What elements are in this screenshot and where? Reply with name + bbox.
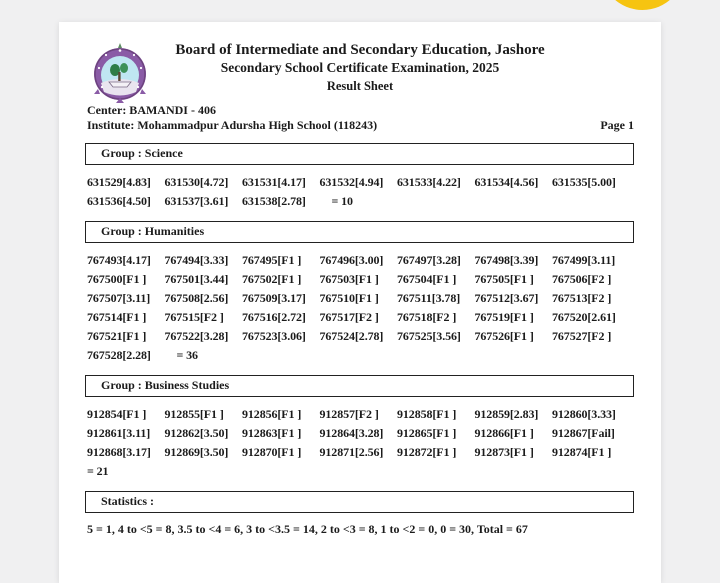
result-cell: 912866[F1 ] [474,426,534,440]
result-cell: 912857[F2 ] [319,407,379,421]
group-results [87,251,634,365]
result-row [87,173,634,192]
statistics-header: Statistics : [85,491,634,513]
result-row [87,270,634,289]
result-row [87,443,634,462]
result-row [87,346,634,365]
result-sheet-page [59,22,661,583]
result-cell: 631537[3.61] [164,194,229,208]
board-emblem-icon [91,42,149,104]
result-cell: 767517[F2 ] [319,310,379,324]
result-cell: 912870[F1 ] [242,445,302,459]
result-cell: 767524[2.78] [319,329,384,343]
result-cell: 767525[3.56] [397,329,461,343]
result-cell: 767494[3.33] [164,253,229,267]
group-results [87,405,634,481]
result-cell: 912859[2.83] [474,407,539,421]
group-section [59,221,661,365]
result-cell: 767527[F2 ] [552,329,612,343]
result-cell: 767515[F2 ] [164,310,224,324]
result-cell: 912873[F1 ] [474,445,534,459]
result-cell: 767526[F1 ] [474,329,534,343]
result-cell: 767503[F1 ] [319,272,379,286]
result-cell: 767502[F1 ] [242,272,302,286]
group-count: = 10 [331,194,353,208]
result-row [87,405,634,424]
result-cell: 912854[F1 ] [87,407,147,421]
result-cell: 912869[3.50] [164,445,229,459]
result-row [87,251,634,270]
result-cell: 912861[3.11] [87,426,151,440]
page-number: Page 1 [600,118,634,132]
result-cell: 631529[4.83] [87,175,151,189]
result-cell: 767506[F2 ] [552,272,612,286]
result-cell: 767495[F1 ] [242,253,302,267]
group-count: = 36 [176,348,198,362]
statistics-line: 5 = 1, 4 to <5 = 8, 3.5 to <4 = 6, 3 to <3.5 = 14, 2 to <3 = 8, 1 to <2 = 0, 0 = 30, Total = 67 [87,522,528,536]
group-count: = 21 [87,464,109,478]
group-section [59,375,661,481]
result-cell: 631534[4.56] [474,175,539,189]
result-cell: 767513[F2 ] [552,291,612,305]
result-row [87,462,634,481]
result-cell: 631533[4.22] [397,175,461,189]
result-cell: 767518[F2 ] [397,310,457,324]
result-cell: 631530[4.72] [164,175,229,189]
result-row [87,192,634,211]
result-cell: 912856[F1 ] [242,407,302,421]
group-results [87,173,634,211]
result-row [87,308,634,327]
result-cell: 767512[3.67] [474,291,539,305]
result-cell: 767523[3.06] [242,329,306,343]
meta-block [87,103,634,133]
result-cell: 631536[4.50] [87,194,151,208]
result-cell: 767493[4.17] [87,253,151,267]
result-cell: 767510[F1 ] [319,291,379,305]
result-cell: 767514[F1 ] [87,310,147,324]
result-cell: 767507[3.11] [87,291,151,305]
yellow-badge [600,0,685,10]
group-section [59,143,661,211]
result-cell: 912865[F1 ] [397,426,457,440]
result-cell: 631535[5.00] [552,175,616,189]
result-cell: 631531[4.17] [242,175,306,189]
result-cell: 912874[F1 ] [552,445,612,459]
document-header [59,22,661,94]
result-cell: 912867[Fail] [552,426,615,440]
exam-title: Secondary School Certificate Examination, 2025 [220,60,500,75]
result-cell: 767516[2.72] [242,310,306,324]
result-cell: 912872[F1 ] [397,445,457,459]
result-cell: 767505[F1 ] [474,272,534,286]
result-cell: 767501[3.44] [164,272,229,286]
result-cell: 912864[3.28] [319,426,384,440]
result-cell: 767508[2.56] [164,291,229,305]
result-row [87,327,634,346]
result-cell: 767519[F1 ] [474,310,534,324]
sheet-title: Result Sheet [326,79,394,93]
result-cell: 912871[2.56] [319,445,384,459]
result-cell: 912858[F1 ] [397,407,457,421]
result-cell: 912868[3.17] [87,445,151,459]
result-cell: 631538[2.78] [242,194,306,208]
result-cell: 767497[3.28] [397,253,461,267]
result-cell: 767528[2.28] [87,348,151,362]
result-cell: 767521[F1 ] [87,329,147,343]
board-title: Board of Intermediate and Secondary Education, Jashore [175,42,545,58]
group-header: Group : Humanities [85,221,634,243]
group-header: Group : Science [85,143,634,165]
statistics-section [59,491,661,539]
result-cell: 767504[F1 ] [397,272,457,286]
result-cell: 767499[3.11] [552,253,616,267]
result-cell: 767498[3.39] [474,253,539,267]
result-cell: 767496[3.00] [319,253,384,267]
center-label: Center: BAMANDI - 406 [87,103,216,117]
result-cell: 912862[3.50] [164,426,229,440]
result-cell: 767511[3.78] [397,291,461,305]
groups-container [59,143,661,481]
result-cell: 767509[3.17] [242,291,306,305]
result-row [87,424,634,443]
result-cell: 912860[3.33] [552,407,616,421]
institute-label: Institute: Mohammadpur Adursha High School (118243) [87,118,378,132]
result-cell: 767500[F1 ] [87,272,147,286]
result-cell: 631532[4.94] [319,175,384,189]
result-cell: 912863[F1 ] [242,426,302,440]
result-cell: 767522[3.28] [164,329,229,343]
result-row [87,289,634,308]
group-header: Group : Business Studies [85,375,634,397]
result-cell: 767520[2.61] [552,310,616,324]
result-cell: 912855[F1 ] [164,407,224,421]
